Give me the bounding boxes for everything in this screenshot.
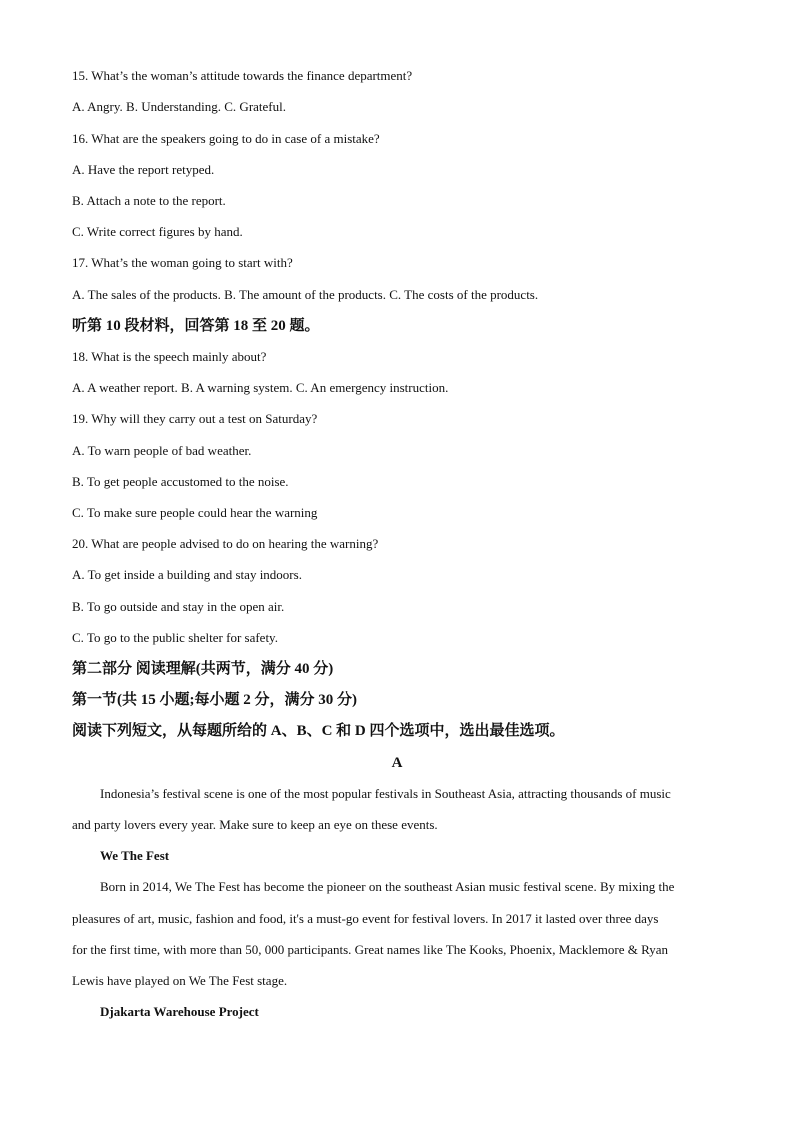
- part2-section1: 第一节(共 15 小题;每小题 2 分，满分 30 分): [72, 692, 357, 708]
- section-10-heading: 听第 10 段材料，回答第 18 至 20 题。: [72, 318, 320, 334]
- passage-p1-line4: Lewis have played on We The Fest stage.: [72, 973, 288, 988]
- passage-p1-line2: pleasures of art, music, fashion and food, it's a must-go event for festival lovers. In 2017 it lasted over three days: [72, 911, 659, 926]
- q20-option-c: C. To go to the public shelter for safety.: [72, 630, 278, 645]
- passage-heading-djakarta: Djakarta Warehouse Project: [100, 1004, 259, 1019]
- q17-options: A. The sales of the products. B. The amount of the products. C. The costs of the products.: [72, 287, 539, 302]
- q17-stem: 17. What’s the woman going to start with?: [72, 255, 293, 270]
- q15-options: A. Angry. B. Understanding. C. Grateful.: [72, 99, 286, 114]
- q18-options: A. A weather report. B. A warning system. C. An emergency instruction.: [72, 380, 449, 395]
- passage-intro-line1: Indonesia’s festival scene is one of the most popular festivals in Southeast Asia, attracting thousands of music: [100, 786, 671, 801]
- q20-option-b: B. To go outside and stay in the open air.: [72, 599, 285, 614]
- q16-option-a: A. Have the report retyped.: [72, 162, 215, 177]
- q16-option-c: C. Write correct figures by hand.: [72, 224, 243, 239]
- q15-stem: 15. What’s the woman’s attitude towards the finance department?: [72, 68, 413, 83]
- passage-p1-line1: Born in 2014, We The Fest has become the pioneer on the southeast Asian music festival scene. By mixing the: [100, 879, 675, 894]
- q20-option-a: A. To get inside a building and stay indoors.: [72, 567, 302, 582]
- passage-intro-line2: and party lovers every year. Make sure to keep an eye on these events.: [72, 817, 438, 832]
- q19-option-b: B. To get people accustomed to the noise.: [72, 474, 289, 489]
- part2-title: 第二部分 阅读理解(共两节，满分 40 分): [72, 661, 334, 677]
- q18-stem: 18. What is the speech mainly about?: [72, 349, 267, 364]
- passage-p1-line3: for the first time, with more than 50, 000 participants. Great names like The Kooks, Phoenix, Macklemore & Ryan: [72, 942, 669, 957]
- q19-stem: 19. Why will they carry out a test on Saturday?: [72, 411, 318, 426]
- q19-option-c: C. To make sure people could hear the warning: [72, 505, 318, 520]
- passage-heading-we-the-fest: We The Fest: [100, 848, 170, 863]
- q16-option-b: B. Attach a note to the report.: [72, 193, 226, 208]
- q19-option-a: A. To warn people of bad weather.: [72, 443, 252, 458]
- q16-stem: 16. What are the speakers going to do in case of a mistake?: [72, 131, 380, 146]
- passage-label: A: [391, 755, 403, 771]
- q20-stem: 20. What are people advised to do on hearing the warning?: [72, 536, 379, 551]
- part2-instruction: 阅读下列短文，从每题所给的 A、B、C 和 D 四个选项中，选出最佳选项。: [72, 723, 565, 739]
